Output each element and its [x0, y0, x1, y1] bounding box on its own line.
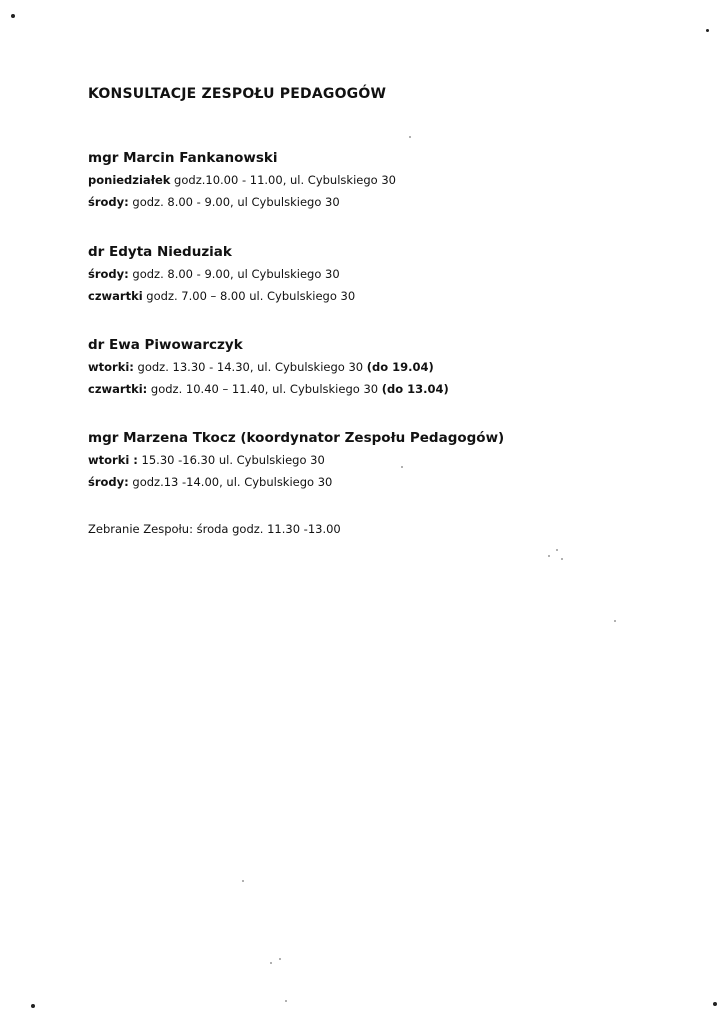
consultation-slot [88, 359, 449, 376]
slot-day: czwartki [88, 289, 143, 303]
scan-speck [556, 549, 558, 551]
consultation-slot [88, 452, 504, 469]
slot-day: wtorki: [88, 360, 134, 374]
slot-details: 15.30 -16.30 ul. Cybulskiego 30 [137, 453, 325, 467]
person-name: mgr Marcin Fankanowski [88, 150, 278, 166]
consultation-slot [88, 266, 355, 283]
slot-details: godz.13 -14.00, ul. Cybulskiego 30 [128, 475, 333, 489]
consultation-slot [88, 194, 396, 211]
scan-speck [270, 962, 272, 964]
person-section-4 [88, 429, 504, 496]
scan-speck [242, 880, 244, 882]
scan-speck [401, 466, 403, 468]
slot-day: czwartki: [88, 382, 148, 396]
slot-day: środy: [88, 267, 129, 281]
scan-speck [11, 14, 15, 18]
scan-speck [285, 1000, 287, 1002]
team-meeting-note: Zebranie Zespołu: środa godz. 11.30 -13.00 [88, 522, 341, 536]
consultation-slot [88, 381, 449, 398]
slot-day: środy: [88, 475, 129, 489]
consultation-slot [88, 172, 396, 189]
scan-speck [31, 1004, 35, 1008]
person-section-3 [88, 336, 449, 403]
slot-details: godz. 7.00 – 8.00 ul. Cybulskiego 30 [142, 289, 356, 303]
slot-note: (do 13.04) [381, 382, 449, 396]
scan-speck [706, 29, 709, 32]
document-title: KONSULTACJE ZESPOŁU PEDAGOGÓW [88, 86, 387, 102]
person-name: mgr Marzena Tkocz (koordynator Zespołu Pedagogów) [88, 430, 505, 446]
person-section-2 [88, 243, 355, 310]
person-name: dr Edyta Nieduziak [88, 244, 232, 260]
slot-details: godz. 10.40 – 11.40, ul. Cybulskiego 30 [147, 382, 382, 396]
slot-day: środy: [88, 195, 129, 209]
scan-speck [561, 558, 563, 560]
scan-speck [713, 1002, 717, 1006]
scan-speck [548, 555, 550, 557]
slot-day: poniedziałek [88, 173, 171, 187]
slot-details: godz. 13.30 - 14.30, ul. Cybulskiego 30 [133, 360, 367, 374]
scan-speck [279, 958, 281, 960]
scan-speck [614, 620, 616, 622]
person-section-1 [88, 149, 396, 216]
slot-details: godz.10.00 - 11.00, ul. Cybulskiego 30 [170, 173, 396, 187]
scan-speck [409, 136, 411, 138]
person-name: dr Ewa Piwowarczyk [88, 337, 243, 353]
consultation-slot [88, 288, 355, 305]
slot-details: godz. 8.00 - 9.00, ul Cybulskiego 30 [128, 195, 340, 209]
slot-note: (do 19.04) [366, 360, 434, 374]
slot-details: godz. 8.00 - 9.00, ul Cybulskiego 30 [128, 267, 340, 281]
slot-day: wtorki : [88, 453, 138, 467]
consultation-slot [88, 474, 504, 491]
